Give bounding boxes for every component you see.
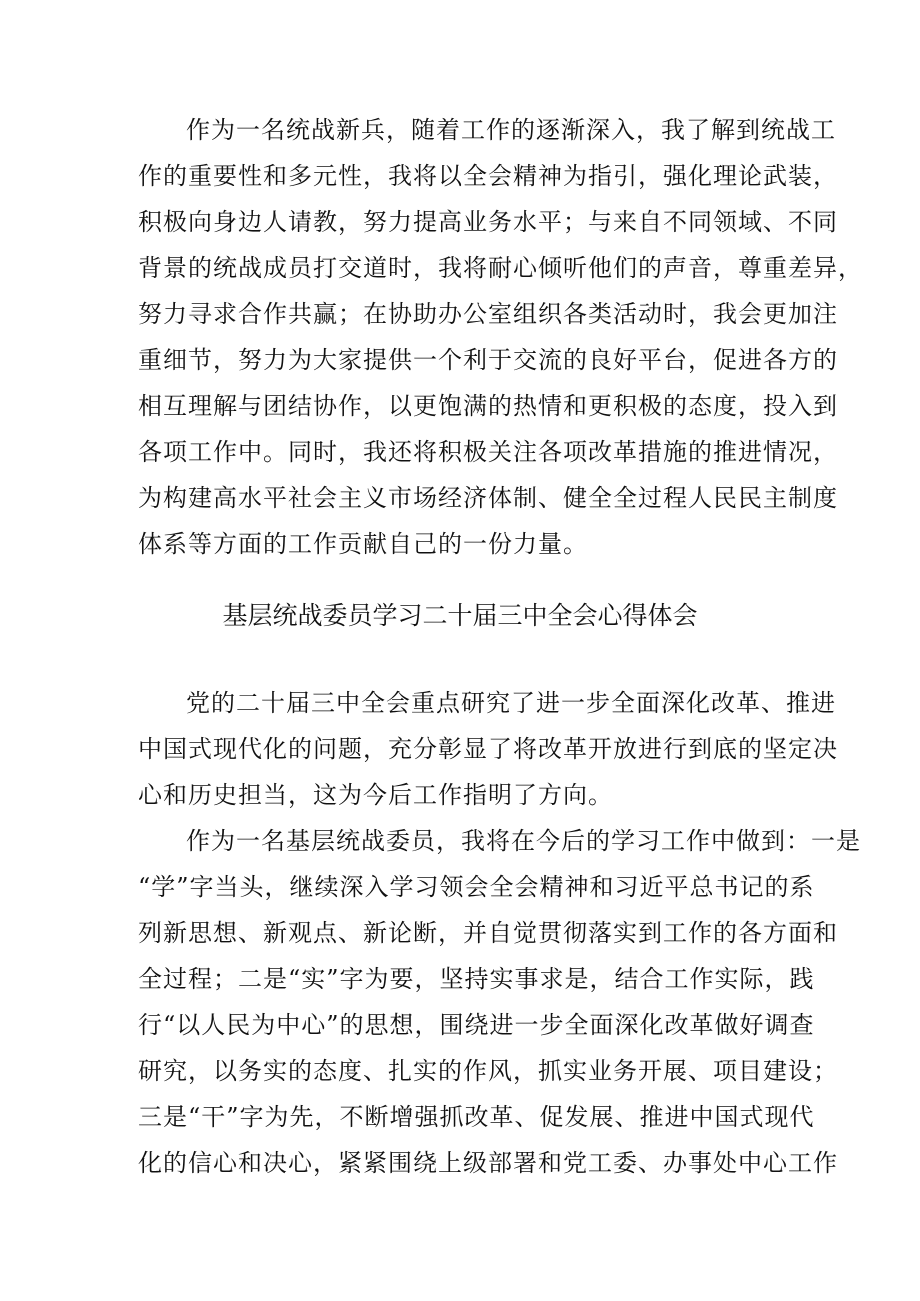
paragraph-line: 积极向身边人请教，努力提高业务水平；与来自不同领域、不同 [138,208,838,236]
paragraph-line: 为构建高水平社会主义市场经济体制、健全全过程人民民主制度 [138,484,838,512]
paragraph-line: 作为一名统战新兵，随着工作的逐渐深入，我了解到统战工 [186,116,836,144]
section-heading: 基层统战委员学习二十届三中全会心得体会 [222,601,698,630]
paragraph-line: 各项工作中。同时，我还将积极关注各项改革措施的推进情况， [138,438,838,466]
paragraph-line: 行“以人民为中心”的思想，围绕进一步全面深化改革做好调查 [138,1011,815,1039]
paragraph-line: 心和历史担当，这为今后工作指明了方向。 [138,781,613,809]
paragraph-line: 背景的统战成员打交道时，我将耐心倾听他们的声音，尊重差异， [138,254,863,282]
paragraph-line: 努力寻求合作共赢；在协助办公室组织各类活动时，我会更加注 [138,300,838,328]
paragraph-line: 中国式现代化的问题，充分彰显了将改革开放进行到底的坚定决 [138,735,838,763]
paragraph-line: 相互理解与团结协作，以更饱满的热情和更积极的态度，投入到 [138,392,838,420]
paragraph-line: 研究，以务实的态度、扎实的作风，抓实业务开展、项目建设； [138,1057,838,1085]
paragraph-line: 三是“干”字为先，不断增强抓改革、促发展、推进中国式现代 [138,1103,815,1131]
paragraph-line: 重细节，努力为大家提供一个利于交流的良好平台，促进各方的 [138,346,838,374]
paragraph-line: 列新思想、新观点、新论断，并自觉贯彻落实到工作的各方面和 [138,919,838,947]
paragraph-line: “学”字当头，继续深入学习领会全会精神和习近平总书记的系 [138,873,815,901]
paragraph-line: 作的重要性和多元性，我将以全会精神为指引，强化理论武装， [138,162,838,190]
paragraph-line: 体系等方面的工作贡献自己的一份力量。 [138,530,588,558]
paragraph-line: 化的信心和决心，紧紧围绕上级部署和党工委、办事处中心工作 [138,1149,838,1177]
paragraph-line: 党的二十届三中全会重点研究了进一步全面深化改革、推进 [186,689,836,717]
paragraph-line: 全过程；二是“实”字为要，坚持实事求是，结合工作实际，践 [138,965,815,993]
paragraph-line: 作为一名基层统战委员，我将在今后的学习工作中做到：一是 [186,827,861,855]
